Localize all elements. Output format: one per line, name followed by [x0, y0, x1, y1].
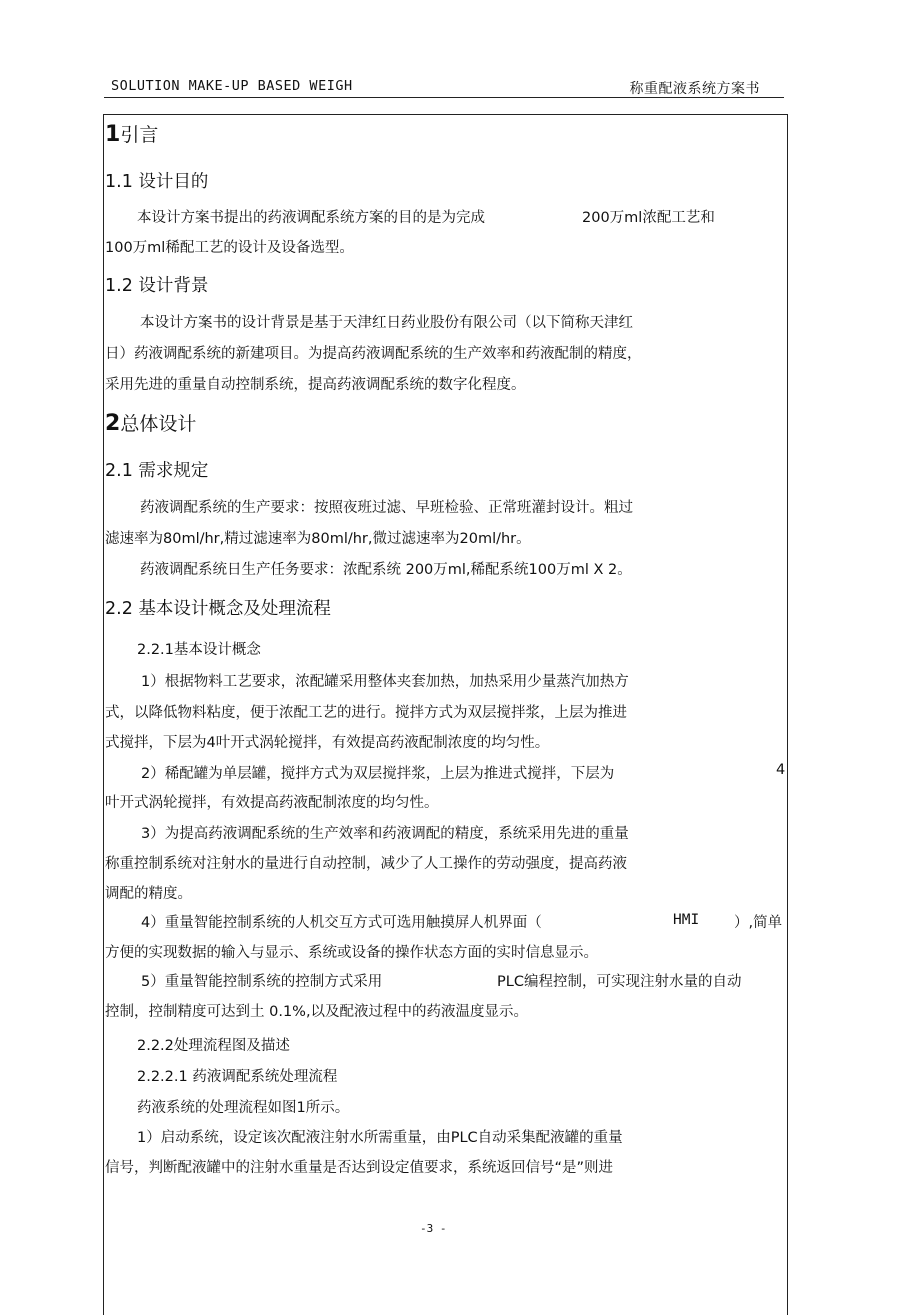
item-5-line1b: PLC编程控制，可实现注射水量的自动	[497, 974, 742, 990]
section-2-2-2-1-heading: 2.2.2.1 药液调配系统处理流程	[137, 1069, 338, 1085]
para-background-line3: 采用先进的重量自动控制系统，提高药液调配系统的数字化程度。	[105, 377, 526, 393]
item-1-line2: 式，以降低物料粘度，便于浓配工艺的进行。搅拌方式为双层搅拌浆，上层为推进	[105, 705, 627, 721]
para-requirements-line2: 滤速率为80ml/hr,精过滤速率为80ml/hr,微过滤速率为20ml/hr。	[105, 531, 531, 547]
section-1-title: 引言	[120, 124, 159, 146]
page-number: -3 -	[420, 1222, 447, 1235]
item-4-line1a: 4）重量智能控制系统的人机交互方式可选用触摸屏人机界面（	[141, 915, 542, 931]
item-2-line1b: 4	[776, 762, 786, 778]
section-2-number: 2	[105, 411, 121, 436]
section-2-1-heading: 2.1 需求规定	[105, 461, 209, 481]
item-3-line1: 3）为提高药液调配系统的生产效率和药液调配的精度，系统采用先进的重量	[141, 826, 629, 842]
flow-step-1-line2: 信号，判断配液罐中的注射水重量是否达到设定值要求，系统返回信号“是”则进	[105, 1160, 614, 1176]
section-1-2-heading: 1.2 设计背景	[105, 276, 209, 296]
section-2-2-heading: 2.2 基本设计概念及处理流程	[105, 599, 331, 619]
para-purpose-line1a: 本设计方案书提出的药液调配系统方案的目的是为完成	[137, 210, 485, 226]
para-purpose-line2: 100万ml稀配工艺的设计及设备选型。	[105, 240, 354, 256]
para-daily-task: 药液调配系统日生产任务要求：浓配系统 200万ml,稀配系统100万ml X 2。	[140, 562, 632, 578]
para-purpose-line1b: 200万ml浓配工艺和	[582, 210, 715, 226]
flow-step-1-line1: 1）启动系统，设定该次配液注射水所需重量，由PLC自动采集配液罐的重量	[137, 1130, 623, 1146]
section-2-heading	[105, 409, 196, 436]
header-right-title: 称重配液系统方案书	[629, 81, 760, 97]
item-1-line1: 1）根据物料工艺要求，浓配罐采用整体夹套加热，加热采用少量蒸汽加热方	[141, 674, 629, 690]
item-3-line3: 调配的精度。	[105, 886, 192, 902]
item-5-line1a: 5）重量智能控制系统的控制方式采用	[141, 974, 383, 990]
item-4-line2: 方便的实现数据的输入与显示、系统或设备的操作状态方面的实时信息显示。	[105, 945, 598, 961]
item-2-line1a: 2）稀配罐为单层罐，搅拌方式为双层搅拌浆，上层为推进式搅拌，下层为	[141, 766, 615, 782]
section-2-2-2-heading: 2.2.2处理流程图及描述	[137, 1038, 290, 1054]
header-rule	[104, 97, 784, 98]
item-2-line2: 叶开式涡轮搅拌，有效提高药液配制浓度的均匀性。	[105, 795, 439, 811]
para-background-line2: 日）药液调配系统的新建项目。为提高药液调配系统的生产效率和药液配制的精度，	[105, 346, 642, 362]
para-flow-intro: 药液系统的处理流程如图1所示。	[137, 1100, 350, 1116]
item-1-line3: 式搅拌，下层为4叶开式涡轮搅拌，有效提高药液配制浓度的均匀性。	[105, 735, 550, 751]
para-requirements-line1: 药液调配系统的生产要求：按照夜班过滤、早班检验、正常班灌封设计。粗过	[140, 500, 633, 516]
section-2-2-1-heading: 2.2.1基本设计概念	[137, 642, 261, 658]
item-5-line2: 控制，控制精度可达到土 0.1%,以及配液过程中的药液温度显示。	[105, 1004, 529, 1020]
header-left-title: SOLUTION MAKE-UP BASED WEIGH	[111, 78, 353, 94]
section-1-1-heading: 1.1 设计目的	[105, 172, 209, 192]
section-2-title: 总体设计	[120, 413, 197, 435]
section-1-number: 1	[105, 122, 121, 147]
item-4-line1b: HMI	[673, 912, 700, 928]
item-3-line2: 称重控制系统对注射水的量进行自动控制，减少了人工操作的劳动强度，提高药液	[105, 856, 627, 872]
para-background-line1: 本设计方案书的设计背景是基于天津红日药业股份有限公司（以下简称天津红	[140, 315, 633, 331]
section-1-heading	[105, 120, 158, 147]
item-4-line1c: ）,简单	[734, 915, 783, 931]
